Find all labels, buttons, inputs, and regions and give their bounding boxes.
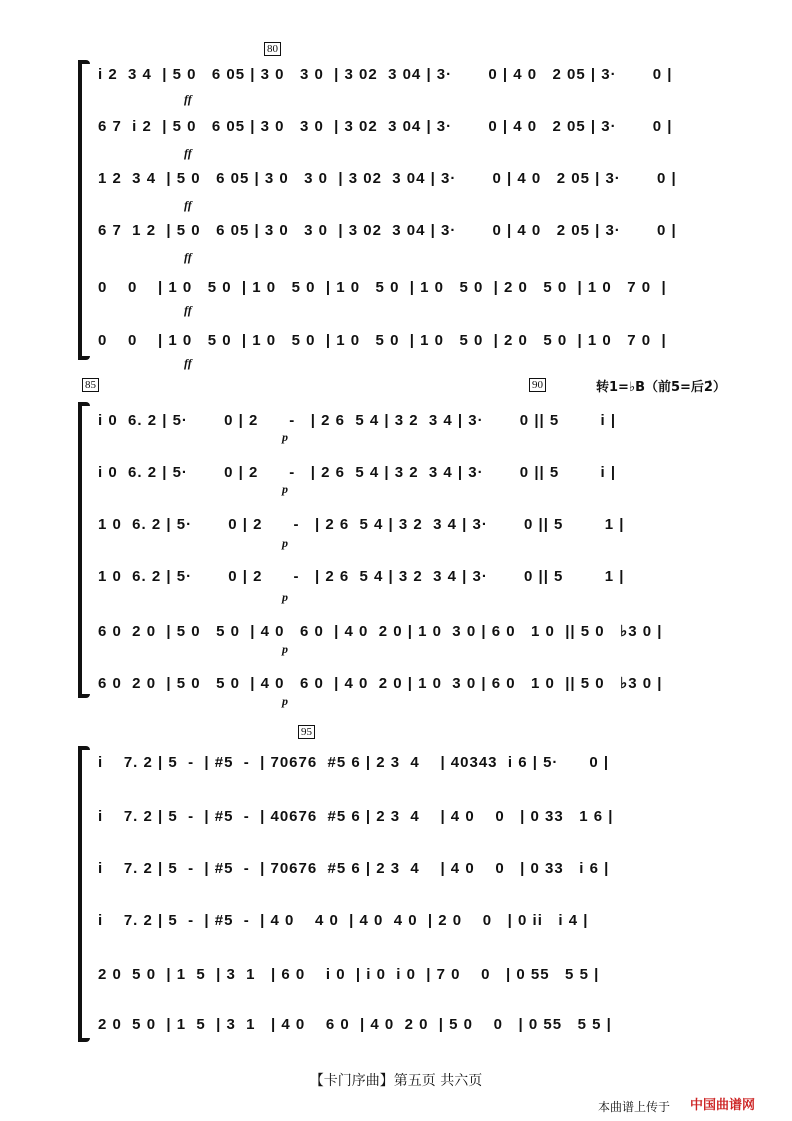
staff-row: i 0 6. 2 | 5· 0 | 2 - | 2 6 5 4 | 3 2 3 4 | 3· 0 || 5 i |	[98, 412, 617, 429]
staff-row: 2 0 5 0 | 1 5 | 3 1 | 6 0 i 0 | i 0 i 0 | 7 0 0 | 0 55 5 5 |	[98, 966, 600, 983]
staff-row: i 2 3 4 | 5 0 6 05 | 3 0 3 0 | 3 02 3 04 | 3· 0 | 4 0 2 05 | 3· 0 |	[98, 66, 673, 83]
staff-row: 0 0 | 1 0 5 0 | 1 0 5 0 | 1 0 5 0 | 1 0 5 0 | 2 0 5 0 | 1 0 7 0 |	[98, 279, 667, 296]
staff-row: 1 0 6. 2 | 5· 0 | 2 - | 2 6 5 4 | 3 2 3 4 | 3· 0 || 5 1 |	[98, 516, 625, 533]
dynamic-marking: ff	[184, 92, 192, 106]
measure-number: 95	[298, 725, 315, 739]
staff-row: 2 0 5 0 | 1 5 | 3 1 | 4 0 6 0 | 4 0 2 0 | 5 0 0 | 0 55 5 5 |	[98, 1016, 612, 1033]
dynamic-marking: ff	[184, 198, 192, 212]
score-system-3	[78, 746, 718, 1042]
system-bracket	[78, 402, 92, 698]
dynamic-marking: p	[282, 590, 288, 604]
staff-row: i 7. 2 | 5 - | #5 - | 70676 #5 6 | 2 3 4 | 40343 i 6 | 5· 0 |	[98, 754, 610, 771]
staff-row: 6 0 2 0 | 5 0 5 0 | 4 0 6 0 | 4 0 2 0 | 1 0 3 0 | 6 0 1 0 || 5 0 ♭3 0 |	[98, 623, 663, 640]
dynamic-marking: ff	[184, 146, 192, 160]
staff-row: 6 7 i 2 | 5 0 6 05 | 3 0 3 0 | 3 02 3 04 | 3· 0 | 4 0 2 05 | 3· 0 |	[98, 118, 673, 135]
upload-credit: 本曲谱上传于	[598, 1100, 671, 1114]
staff-row: i 7. 2 | 5 - | #5 - | 70676 #5 6 | 2 3 4 | 4 0 0 | 0 33 i 6 |	[98, 860, 610, 877]
score-system-2	[78, 402, 718, 698]
dynamic-marking: p	[282, 430, 288, 444]
measure-number: 90	[529, 378, 546, 392]
staff-row: i 7. 2 | 5 - | #5 - | 4 0 4 0 | 4 0 4 0 | 2 0 0 | 0 ii i 4 |	[98, 912, 589, 929]
staff-row: i 7. 2 | 5 - | #5 - | 40676 #5 6 | 2 3 4 | 4 0 0 | 0 33 1 6 |	[98, 808, 614, 825]
staff-row: 1 0 6. 2 | 5· 0 | 2 - | 2 6 5 4 | 3 2 3 4 | 3· 0 || 5 1 |	[98, 568, 625, 585]
system-bracket	[78, 746, 92, 1042]
system-bracket	[78, 60, 92, 360]
dynamic-marking: p	[282, 536, 288, 550]
score-system-1	[78, 60, 718, 360]
staff-row: i 0 6. 2 | 5· 0 | 2 - | 2 6 5 4 | 3 2 3 4 | 3· 0 || 5 i |	[98, 464, 617, 481]
staff-row: 6 7 1 2 | 5 0 6 05 | 3 0 3 0 | 3 02 3 04 | 3· 0 | 4 0 2 05 | 3· 0 |	[98, 222, 677, 239]
dynamic-marking: p	[282, 482, 288, 496]
measure-number: 85	[82, 378, 99, 392]
staff-row: 1 2 3 4 | 5 0 6 05 | 3 0 3 0 | 3 02 3 04 | 3· 0 | 4 0 2 05 | 3· 0 |	[98, 170, 677, 187]
staff-row: 6 0 2 0 | 5 0 5 0 | 4 0 6 0 | 4 0 2 0 | 1 0 3 0 | 6 0 1 0 || 5 0 ♭3 0 |	[98, 675, 663, 692]
site-logo[interactable]: 中国曲谱网	[690, 1098, 756, 1113]
dynamic-marking: ff	[184, 356, 192, 370]
dynamic-marking: ff	[184, 303, 192, 317]
dynamic-marking: p	[282, 694, 288, 708]
key-change-label: 转1=♭B（前5=后2̇）	[596, 380, 726, 395]
page-footer: 【卡门序曲】第五页 共六页	[309, 1073, 483, 1089]
dynamic-marking: ff	[184, 250, 192, 264]
dynamic-marking: p	[282, 642, 288, 656]
measure-number: 80	[264, 42, 281, 56]
staff-row: 0 0 | 1 0 5 0 | 1 0 5 0 | 1 0 5 0 | 1 0 5 0 | 2 0 5 0 | 1 0 7 0 |	[98, 332, 667, 349]
